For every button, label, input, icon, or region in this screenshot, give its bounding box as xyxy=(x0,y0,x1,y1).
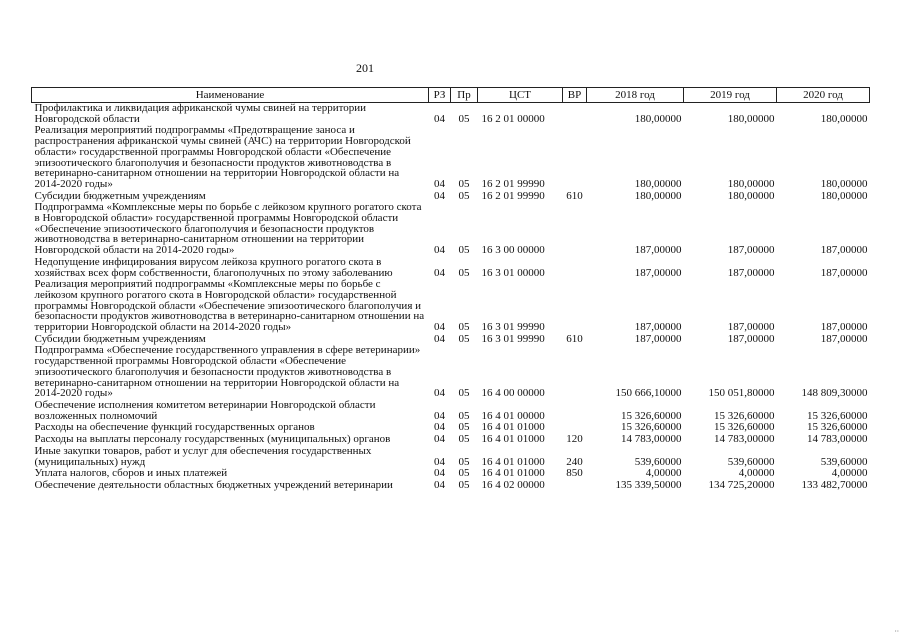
cell-2019: 14 783,00000 xyxy=(714,433,775,446)
cell-2020: 187,00000 xyxy=(820,321,868,334)
cell-2019: 187,00000 xyxy=(727,266,775,279)
cell-name: Расходы на обеспечение функций государственных органов xyxy=(34,421,315,434)
cell-2018: 135 339,50000 xyxy=(615,478,682,491)
cell-2019: 180,00000 xyxy=(727,177,775,190)
cell-rz: 04 xyxy=(434,244,445,257)
cell-pr: 05 xyxy=(458,321,470,334)
cell-name: Реализация мероприятий подпрограммы «Комплексные меры по борьбе с лейкозом крупного рогатого скота в Новгородской области» государственной программы Новгородской области «Обеспечение эпизоотического благополучия и безопасности продуктов животноводства в ветеринарно-санитарном отношении на территории Новгородской области на 2014-2020 годы» xyxy=(34,278,425,334)
cell-cst: 16 4 01 01000 xyxy=(481,455,545,468)
cell-cst: 16 2 01 99990 xyxy=(481,189,545,202)
header-2019: 2019 год xyxy=(684,88,777,103)
table-body xyxy=(32,103,870,492)
cell-2018: 150 666,10000 xyxy=(615,387,682,400)
cell-2018: 180,00000 xyxy=(634,189,682,202)
cell-name: Профилактика и ликвидация африканской чумы свиней на территории Новгородской области xyxy=(34,102,367,125)
cell-rz: 04 xyxy=(434,112,445,125)
cell-name: Реализация мероприятий подпрограммы «Предотвращение заноса и распространения африканской чумы свиней (АЧС) на территории Новгородской области» государственной программы Новгородской области «Обеспечение эпизоотического благополучия и безопасности продуктов животноводства в ветеринарно-санитарном отношении на территории Новгородской области на 2014-2020 годы» xyxy=(34,124,411,190)
cell-2018: 539,60000 xyxy=(634,455,682,468)
table-row xyxy=(32,202,870,257)
cell-2018: 187,00000 xyxy=(634,244,682,257)
cell-2018: 15 326,60000 xyxy=(621,409,682,422)
cell-2019: 539,60000 xyxy=(727,455,775,468)
cell-name: Подпрограмма «Обеспечение государственного управления в сфере ветеринарии» государственной программы Новгородской области «Обеспечение эпизоотического благополучия и безопасности продуктов животноводства в ветеринарно-санитарном отношении на территории Новгородской области на 2014-2020 годы» xyxy=(34,344,421,400)
cell-name: Обеспечение исполнения комитетом ветеринарии Новгородской области возложенных полномочий xyxy=(34,398,376,422)
cell-2018: 180,00000 xyxy=(634,112,682,125)
cell-name: Иные закупки товаров, работ и услуг для обеспечения государственных (муниципальных) нужд xyxy=(34,444,372,468)
cell-name: Субсидии бюджетным учреждениям xyxy=(34,189,206,202)
cell-rz: 04 xyxy=(434,478,445,491)
table-row xyxy=(32,103,870,126)
cell-2018: 187,00000 xyxy=(634,266,682,279)
table-header xyxy=(32,88,870,103)
cell-pr: 05 xyxy=(458,266,470,279)
cell-2020: 148 809,30000 xyxy=(801,387,868,400)
cell-name: Подпрограмма «Комплексные меры по борьбе с лейкозом крупного рогатого скота в Новгородской области» государственной программы Новгородской области «Обеспечение эпизоотического благополучия и безопасности продуктов животноводства в ветеринарно-санитарном отношении на территории Новгородской области на 2014-2020 годы» xyxy=(34,201,422,257)
cell-2020: 14 783,00000 xyxy=(807,433,868,446)
cell-vr xyxy=(563,103,587,126)
cell-vr xyxy=(563,345,587,400)
cell-rz: 04 xyxy=(434,332,445,345)
cell-pr: 05 xyxy=(458,177,470,190)
cell-pr: 05 xyxy=(458,189,470,202)
cell-vr xyxy=(563,400,587,422)
cell-2019: 15 326,60000 xyxy=(714,409,775,422)
cell-pr: 05 xyxy=(458,433,470,446)
cell-cst: 16 3 01 99990 xyxy=(481,321,545,334)
cell-vr xyxy=(563,279,587,334)
cell-rz: 04 xyxy=(434,266,445,279)
header-name: Наименование xyxy=(32,88,429,103)
cell-rz: 04 xyxy=(434,321,445,334)
cell-vr: 850 xyxy=(566,467,583,480)
cell-pr: 05 xyxy=(458,421,470,434)
cell-vr: 120 xyxy=(566,433,583,446)
cell-pr: 05 xyxy=(458,478,470,491)
cell-rz: 04 xyxy=(434,177,445,190)
cell-rz: 04 xyxy=(434,409,445,422)
cell-vr: 240 xyxy=(566,455,583,468)
cell-cst: 16 4 01 01000 xyxy=(481,421,545,434)
cell-cst: 16 2 01 99990 xyxy=(481,177,545,190)
cell-2019: 187,00000 xyxy=(727,244,775,257)
cell-cst: 16 4 01 00000 xyxy=(481,409,545,422)
cell-2020: 187,00000 xyxy=(820,244,868,257)
header-cst: ЦСТ xyxy=(478,88,563,103)
cell-2019: 180,00000 xyxy=(727,112,775,125)
cell-vr xyxy=(563,202,587,257)
table-row xyxy=(32,345,870,400)
cell-2020: 180,00000 xyxy=(820,112,868,125)
cell-2020: 15 326,60000 xyxy=(807,409,868,422)
cell-pr: 05 xyxy=(458,387,470,400)
page-number: 201 xyxy=(356,61,374,75)
cell-2020: 187,00000 xyxy=(820,266,868,279)
table-row xyxy=(32,400,870,422)
cell-2018: 15 326,60000 xyxy=(621,421,682,434)
cell-2018: 4,00000 xyxy=(645,467,682,480)
cell-name: Субсидии бюджетным учреждениям xyxy=(34,332,206,345)
cell-pr: 05 xyxy=(458,112,470,125)
cell-rz: 04 xyxy=(434,455,445,468)
cell-rz: 04 xyxy=(434,467,445,480)
cell-2020: 4,00000 xyxy=(831,467,868,480)
cell-vr: 610 xyxy=(566,332,583,345)
cell-vr xyxy=(563,480,587,492)
cell-rz: 04 xyxy=(434,189,445,202)
cell-2020: 180,00000 xyxy=(820,177,868,190)
cell-2019: 134 725,20000 xyxy=(708,478,775,491)
header-vr: ВР xyxy=(563,88,587,103)
budget-table xyxy=(31,87,870,492)
cell-2018: 187,00000 xyxy=(634,332,682,345)
table-row xyxy=(32,279,870,334)
cell-2020: 133 482,70000 xyxy=(801,478,868,491)
table-row xyxy=(32,446,870,468)
cell-cst: 16 3 01 00000 xyxy=(481,266,545,279)
cell-2019: 4,00000 xyxy=(738,467,775,480)
cell-pr: 05 xyxy=(458,467,470,480)
corner-mark: ∙∙ xyxy=(894,626,899,636)
cell-cst: 16 2 01 00000 xyxy=(481,112,545,125)
cell-pr: 05 xyxy=(458,332,470,345)
cell-pr: 05 xyxy=(458,409,470,422)
cell-2020: 539,60000 xyxy=(820,455,868,468)
header-rz: РЗ xyxy=(429,88,451,103)
cell-rz: 04 xyxy=(434,433,445,446)
cell-cst: 16 4 01 01000 xyxy=(481,467,545,480)
table-row xyxy=(32,480,870,492)
cell-2020: 187,00000 xyxy=(820,332,868,345)
cell-rz: 04 xyxy=(434,421,445,434)
cell-2019: 187,00000 xyxy=(727,332,775,345)
cell-2019: 150 051,80000 xyxy=(708,387,775,400)
cell-cst: 16 4 00 00000 xyxy=(481,387,545,400)
cell-name: Уплата налогов, сборов и иных платежей xyxy=(34,467,228,480)
header-pr: Пр xyxy=(451,88,478,103)
cell-2020: 180,00000 xyxy=(820,189,868,202)
cell-2018: 180,00000 xyxy=(634,177,682,190)
cell-cst: 16 4 01 01000 xyxy=(481,433,545,446)
cell-2020: 15 326,60000 xyxy=(807,421,868,434)
cell-vr xyxy=(563,125,587,190)
header-2020: 2020 год xyxy=(777,88,870,103)
table-row xyxy=(32,125,870,190)
cell-2018: 14 783,00000 xyxy=(621,433,682,446)
cell-cst: 16 3 00 00000 xyxy=(481,244,545,257)
cell-cst: 16 3 01 99990 xyxy=(481,332,545,345)
cell-cst: 16 4 02 00000 xyxy=(481,478,545,491)
cell-name: Недопущение инфицирования вирусом лейкоза крупного рогатого скота в хозяйствах всех форм собственности, благополучных по этому заболеванию xyxy=(34,255,393,279)
cell-2019: 15 326,60000 xyxy=(714,421,775,434)
cell-pr: 05 xyxy=(458,455,470,468)
cell-name: Расходы на выплаты персоналу государственных (муниципальных) органов xyxy=(34,433,391,446)
cell-2018: 187,00000 xyxy=(634,321,682,334)
cell-vr xyxy=(563,257,587,279)
cell-2019: 180,00000 xyxy=(727,189,775,202)
cell-pr: 05 xyxy=(458,244,470,257)
header-2018: 2018 год xyxy=(587,88,684,103)
table-row xyxy=(32,257,870,279)
cell-name: Обеспечение деятельности областных бюджетных учреждений ветеринарии xyxy=(34,478,393,491)
cell-rz: 04 xyxy=(434,387,445,400)
cell-2019: 187,00000 xyxy=(727,321,775,334)
cell-vr: 610 xyxy=(566,189,583,202)
